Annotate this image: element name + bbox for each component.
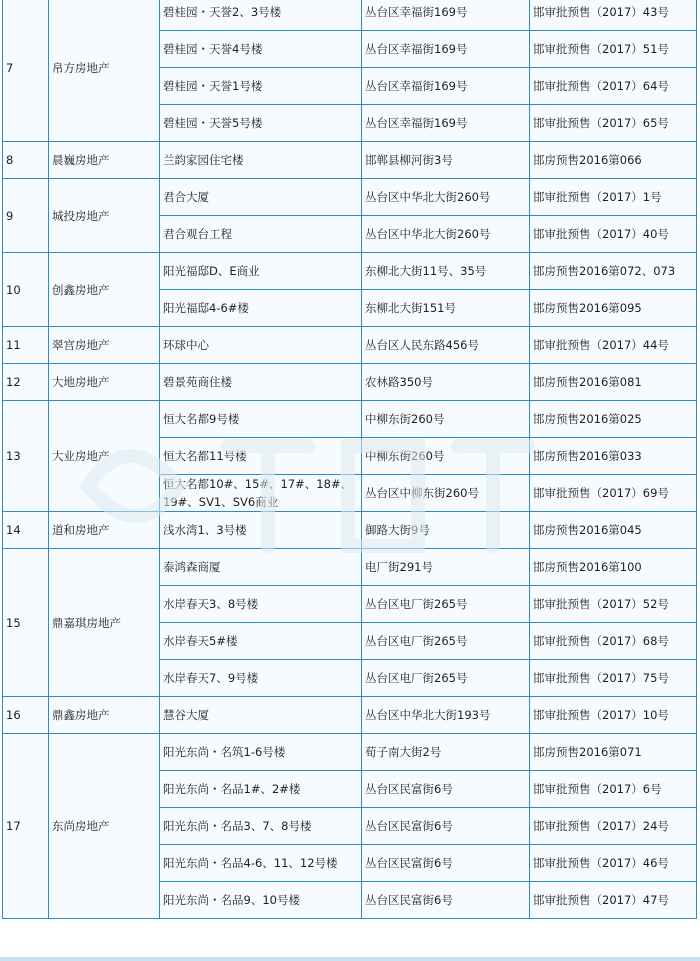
permit-number-cell: 邯审批预售（2017）24号 — [530, 808, 697, 845]
permit-number-cell: 邯房预售2016第071 — [530, 734, 697, 771]
project-name-cell: 恒大名都9号楼 — [160, 401, 362, 438]
developer-cell: 道和房地产 — [49, 512, 160, 549]
table-row — [3, 401, 697, 438]
project-name-cell: 阳光东尚・名品4-6、11、12号楼 — [160, 845, 362, 882]
row-number-cell: 15 — [3, 549, 49, 697]
permit-number-cell: 邯审批预售（2017）51号 — [530, 31, 697, 68]
permit-number-cell: 邯审批预售（2017）47号 — [530, 882, 697, 919]
address-cell: 丛台区中柳东街260号 — [362, 475, 530, 512]
project-name-cell: 阳光福邸D、E商业 — [160, 253, 362, 290]
project-name-cell: 碧景苑商住楼 — [160, 364, 362, 401]
row-number-cell: 7 — [3, 0, 49, 142]
row-number-cell: 16 — [3, 697, 49, 734]
project-name-cell: 碧桂园・天誉1号楼 — [160, 68, 362, 105]
address-cell: 丛台区电厂街265号 — [362, 623, 530, 660]
address-cell: 丛台区中华北大街193号 — [362, 697, 530, 734]
address-cell: 丛台区民富街6号 — [362, 771, 530, 808]
address-cell: 丛台区电厂街265号 — [362, 660, 530, 697]
address-cell: 丛台区幸福街169号 — [362, 0, 530, 31]
permit-number-cell: 邯审批预售（2017）44号 — [530, 327, 697, 364]
permit-number-cell: 邯审批预售（2017）43号 — [530, 0, 697, 31]
permit-number-cell: 邯房预售2016第045 — [530, 512, 697, 549]
address-cell: 丛台区中华北大街260号 — [362, 179, 530, 216]
project-name-cell: 阳光东尚・名品9、10号楼 — [160, 882, 362, 919]
permit-number-cell: 邯房预售2016第072、073 — [530, 253, 697, 290]
permit-number-cell: 邯房预售2016第066 — [530, 142, 697, 179]
project-name-cell: 水岸春天5#楼 — [160, 623, 362, 660]
table-row — [3, 697, 697, 734]
bottom-scroll-strip — [0, 957, 700, 961]
address-cell: 丛台区幸福街169号 — [362, 31, 530, 68]
permit-number-cell: 邯审批预售（2017）64号 — [530, 68, 697, 105]
developer-cell: 鼎鑫房地产 — [49, 697, 160, 734]
table-row — [3, 512, 697, 549]
address-cell: 东柳北大街11号、35号 — [362, 253, 530, 290]
permit-number-cell: 邯审批预售（2017）68号 — [530, 623, 697, 660]
developer-cell: 创鑫房地产 — [49, 253, 160, 327]
developer-cell: 翠宫房地产 — [49, 327, 160, 364]
project-name-cell: 阳光东尚・名品3、7、8号楼 — [160, 808, 362, 845]
project-name-cell: 碧桂园・天誉2、3号楼 — [160, 0, 362, 31]
address-cell: 丛台区民富街6号 — [362, 882, 530, 919]
table-row — [3, 734, 697, 771]
address-cell: 丛台区电厂街265号 — [362, 586, 530, 623]
project-name-cell: 阳光东尚・名筑1-6号楼 — [160, 734, 362, 771]
table-row — [3, 327, 697, 364]
address-cell: 电厂街291号 — [362, 549, 530, 586]
table-body — [3, 0, 697, 919]
permit-number-cell: 邯审批预售（2017）65号 — [530, 105, 697, 142]
address-cell: 丛台区中华北大街260号 — [362, 216, 530, 253]
developer-cell: 鼎嘉琪房地产 — [49, 549, 160, 697]
table-row — [3, 142, 697, 179]
project-name-cell: 水岸春天7、9号楼 — [160, 660, 362, 697]
row-number-cell: 9 — [3, 179, 49, 253]
permit-number-cell: 邯房预售2016第095 — [530, 290, 697, 327]
row-number-cell: 11 — [3, 327, 49, 364]
developer-cell: 东尚房地产 — [49, 734, 160, 919]
permit-number-cell: 邯房预售2016第025 — [530, 401, 697, 438]
project-name-cell: 泰鸿森商厦 — [160, 549, 362, 586]
project-name-cell: 阳光东尚・名品1#、2#楼 — [160, 771, 362, 808]
permit-number-cell: 邯审批预售（2017）6号 — [530, 771, 697, 808]
permit-number-cell: 邯房预售2016第100 — [530, 549, 697, 586]
address-cell: 丛台区幸福街169号 — [362, 68, 530, 105]
address-cell: 邯郸县柳河街3号 — [362, 142, 530, 179]
project-name-cell: 碧桂园・天誉5号楼 — [160, 105, 362, 142]
project-name-cell: 慧谷大厦 — [160, 697, 362, 734]
presale-permit-table — [2, 0, 697, 919]
project-name-cell: 君合大厦 — [160, 179, 362, 216]
table-row — [3, 179, 697, 216]
address-cell: 中柳东街260号 — [362, 401, 530, 438]
permit-number-cell: 邯审批预售（2017）10号 — [530, 697, 697, 734]
project-name-cell: 环球中心 — [160, 327, 362, 364]
permit-number-cell: 邯房预售2016第033 — [530, 438, 697, 475]
table-row — [3, 549, 697, 586]
project-name-cell: 阳光福邸4-6#楼 — [160, 290, 362, 327]
permit-number-cell: 邯审批预售（2017）1号 — [530, 179, 697, 216]
developer-cell: 晨巍房地产 — [49, 142, 160, 179]
project-name-cell: 君合观台工程 — [160, 216, 362, 253]
address-cell: 丛台区人民东路456号 — [362, 327, 530, 364]
address-cell: 丛台区民富街6号 — [362, 845, 530, 882]
project-name-cell: 恒大名都11号楼 — [160, 438, 362, 475]
row-number-cell: 14 — [3, 512, 49, 549]
permit-number-cell: 邯审批预售（2017）69号 — [530, 475, 697, 512]
address-cell: 丛台区幸福街169号 — [362, 105, 530, 142]
address-cell: 农林路350号 — [362, 364, 530, 401]
developer-cell: 城投房地产 — [49, 179, 160, 253]
address-cell: 丛台区民富街6号 — [362, 808, 530, 845]
permit-number-cell: 邯审批预售（2017）46号 — [530, 845, 697, 882]
permit-number-cell: 邯房预售2016第081 — [530, 364, 697, 401]
address-cell: 中柳东街260号 — [362, 438, 530, 475]
table-row — [3, 253, 697, 290]
project-name-cell: 水岸春天3、8号楼 — [160, 586, 362, 623]
row-number-cell: 10 — [3, 253, 49, 327]
address-cell: 御路大街9号 — [362, 512, 530, 549]
project-name-cell: 浅水湾1、3号楼 — [160, 512, 362, 549]
permit-number-cell: 邯审批预售（2017）52号 — [530, 586, 697, 623]
row-number-cell: 12 — [3, 364, 49, 401]
project-name-cell: 恒大名都10#、15#、17#、18#、19#、SV1、SV6商业 — [160, 475, 362, 512]
row-number-cell: 13 — [3, 401, 49, 512]
row-number-cell: 8 — [3, 142, 49, 179]
developer-cell: 大业房地产 — [49, 401, 160, 512]
address-cell: 东柳北大街151号 — [362, 290, 530, 327]
developer-cell: 帛方房地产 — [49, 0, 160, 142]
project-name-cell: 兰韵家园住宅楼 — [160, 142, 362, 179]
permit-number-cell: 邯审批预售（2017）40号 — [530, 216, 697, 253]
project-name-cell: 碧桂园・天誉4号楼 — [160, 31, 362, 68]
address-cell: 荀子南大街2号 — [362, 734, 530, 771]
row-number-cell: 17 — [3, 734, 49, 919]
permit-number-cell: 邯审批预售（2017）75号 — [530, 660, 697, 697]
table-row — [3, 0, 697, 31]
table-row — [3, 364, 697, 401]
developer-cell: 大地房地产 — [49, 364, 160, 401]
